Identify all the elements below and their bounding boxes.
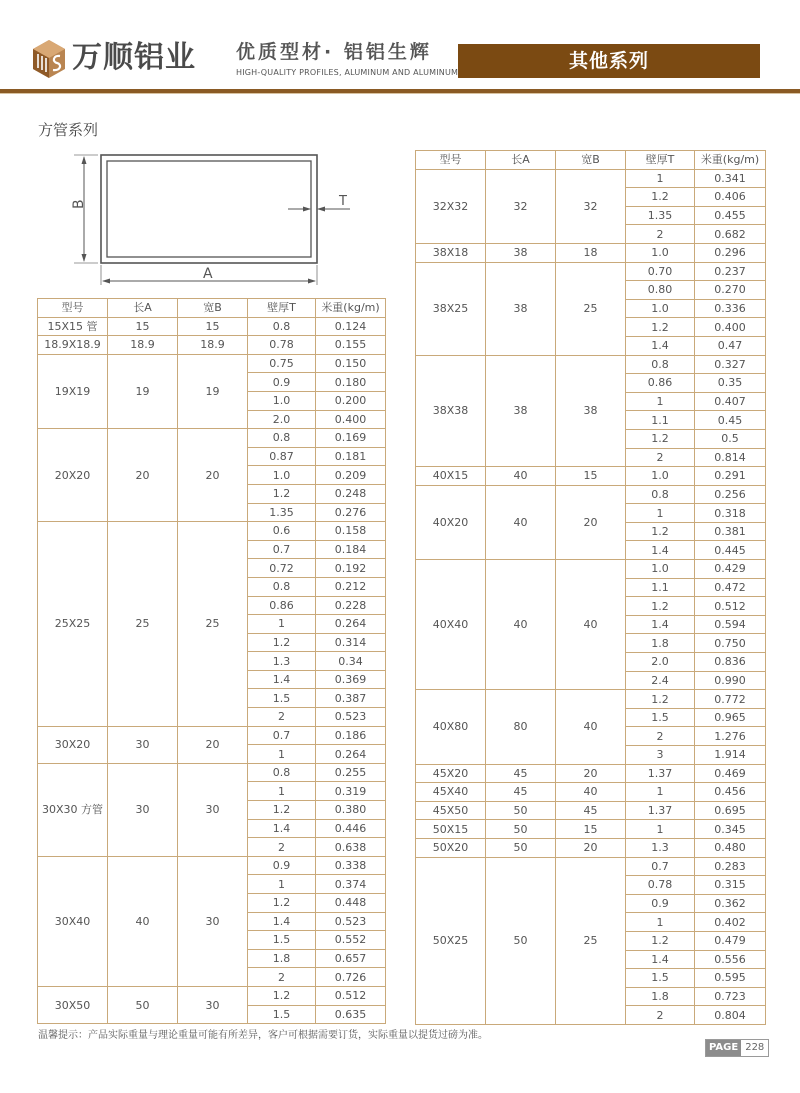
label-b: B	[71, 199, 87, 209]
length-a-cell: 20	[108, 429, 178, 522]
weight-cell: 0.47	[695, 336, 766, 355]
length-a-cell: 30	[108, 763, 178, 856]
thickness-cell: 1.0	[626, 467, 695, 486]
square-tube-diagram	[60, 145, 360, 285]
model-cell: 30X50	[38, 986, 108, 1023]
thickness-cell: 1.5	[248, 1005, 316, 1024]
thickness-cell: 2.0	[248, 410, 316, 429]
col-width-b: 宽B	[556, 151, 626, 170]
table-row	[416, 801, 766, 820]
model-cell: 20X20	[38, 429, 108, 522]
length-a-cell: 38	[486, 355, 556, 467]
thickness-cell: 1.4	[248, 819, 316, 838]
width-b-cell: 20	[178, 429, 248, 522]
thickness-cell: 2.0	[626, 653, 695, 672]
thickness-cell: 1.2	[626, 188, 695, 207]
weight-cell: 0.446	[316, 819, 386, 838]
page-header	[0, 0, 800, 95]
weight-cell: 0.445	[695, 541, 766, 560]
weight-cell: 0.407	[695, 392, 766, 411]
weight-cell: 0.264	[316, 745, 386, 764]
weight-cell: 0.180	[316, 373, 386, 392]
weight-cell: 0.169	[316, 429, 386, 448]
thickness-cell: 2	[626, 727, 695, 746]
thickness-cell: 1.1	[626, 411, 695, 430]
table-row	[416, 355, 766, 374]
thickness-cell: 1	[626, 392, 695, 411]
weight-cell: 0.314	[316, 633, 386, 652]
weight-cell: 0.455	[695, 206, 766, 225]
thickness-cell: 1.3	[626, 838, 695, 857]
footer-note: 温馨提示：产品实际重量与理论重量可能有所差异，客户可根据需要订货，实际重量以提货过磅为准。	[38, 1030, 488, 1041]
width-b-cell: 20	[178, 726, 248, 763]
weight-cell: 0.184	[316, 540, 386, 559]
thickness-cell: 2	[626, 225, 695, 244]
weight-cell: 0.657	[316, 949, 386, 968]
table-row	[416, 485, 766, 504]
length-a-cell: 50	[108, 986, 178, 1023]
length-a-cell: 30	[108, 726, 178, 763]
weight-cell: 0.255	[316, 763, 386, 782]
weight-cell: 1.276	[695, 727, 766, 746]
thickness-cell: 0.78	[248, 336, 316, 355]
length-a-cell: 40	[108, 856, 178, 986]
weight-cell: 0.318	[695, 504, 766, 523]
table-row	[416, 838, 766, 857]
table-row	[416, 262, 766, 281]
width-b-cell: 18.9	[178, 336, 248, 355]
length-a-cell: 40	[486, 485, 556, 559]
thickness-cell: 2	[248, 838, 316, 857]
model-cell: 40X15	[416, 467, 486, 486]
thickness-cell: 0.8	[248, 429, 316, 448]
length-a-cell: 40	[486, 560, 556, 690]
thickness-cell: 1	[248, 615, 316, 634]
thickness-cell: 1.5	[248, 931, 316, 950]
thickness-cell: 2.4	[626, 671, 695, 690]
table-header-row	[38, 299, 386, 318]
weight-cell: 0.726	[316, 968, 386, 987]
weight-cell: 0.327	[695, 355, 766, 374]
weight-cell: 0.192	[316, 559, 386, 578]
thickness-cell: 0.86	[248, 596, 316, 615]
thickness-cell: 1.0	[248, 391, 316, 410]
model-cell: 38X25	[416, 262, 486, 355]
table-row	[38, 726, 386, 745]
page-label: PAGE	[706, 1040, 741, 1056]
width-b-cell: 45	[556, 801, 626, 820]
thickness-cell: 0.8	[248, 763, 316, 782]
width-b-cell: 18	[556, 243, 626, 262]
weight-cell: 0.283	[695, 857, 766, 876]
slogan: 优质型材· 铝铝生辉	[236, 41, 432, 63]
weight-cell: 0.429	[695, 560, 766, 579]
model-cell: 18.9X18.9	[38, 336, 108, 355]
thickness-cell: 1.2	[626, 429, 695, 448]
thickness-cell: 1.8	[248, 949, 316, 968]
weight-cell: 0.472	[695, 578, 766, 597]
weight-cell: 0.341	[695, 169, 766, 188]
table-row	[416, 764, 766, 783]
table-row	[416, 560, 766, 579]
thickness-cell: 0.8	[248, 577, 316, 596]
thickness-cell: 1.4	[248, 912, 316, 931]
table-row	[38, 856, 386, 875]
width-b-cell: 30	[178, 763, 248, 856]
table-row	[416, 467, 766, 486]
weight-cell: 0.387	[316, 689, 386, 708]
weight-cell: 0.200	[316, 391, 386, 410]
thickness-cell: 1.35	[248, 503, 316, 522]
thickness-cell: 0.9	[248, 856, 316, 875]
model-cell: 25X25	[38, 522, 108, 727]
col-weight: 米重(kg/m)	[695, 151, 766, 170]
model-cell: 30X20	[38, 726, 108, 763]
thickness-cell: 2	[248, 968, 316, 987]
weight-cell: 0.228	[316, 596, 386, 615]
width-b-cell: 20	[556, 485, 626, 559]
spec-table-left	[37, 298, 386, 1024]
weight-cell: 0.635	[316, 1005, 386, 1024]
col-length-a: 长A	[486, 151, 556, 170]
length-a-cell: 19	[108, 354, 178, 428]
weight-cell: 0.381	[695, 522, 766, 541]
thickness-cell: 2	[626, 448, 695, 467]
weight-cell: 0.990	[695, 671, 766, 690]
thickness-cell: 1	[248, 745, 316, 764]
weight-cell: 0.345	[695, 820, 766, 839]
thickness-cell: 1	[248, 782, 316, 801]
model-cell: 50X20	[416, 838, 486, 857]
slogan-en: HIGH-QUALITY PROFILES, ALUMINUM AND ALUMINUM	[236, 68, 459, 77]
header-rule-light	[0, 93, 800, 94]
weight-cell: 0.772	[695, 690, 766, 709]
thickness-cell: 1.4	[626, 950, 695, 969]
col-width-b: 宽B	[178, 299, 248, 318]
weight-cell: 1.914	[695, 746, 766, 765]
weight-cell: 0.480	[695, 838, 766, 857]
weight-cell: 0.380	[316, 801, 386, 820]
weight-cell: 0.124	[316, 317, 386, 336]
thickness-cell: 1.2	[248, 484, 316, 503]
brand-name: 万顺铝业	[72, 40, 196, 75]
table-row	[416, 857, 766, 876]
thickness-cell: 0.86	[626, 374, 695, 393]
width-b-cell: 15	[556, 467, 626, 486]
thickness-cell: 1	[626, 913, 695, 932]
thickness-cell: 0.7	[248, 726, 316, 745]
thickness-cell: 1.2	[626, 931, 695, 950]
spec-table-right	[415, 150, 766, 1025]
page-badge	[705, 1039, 769, 1057]
weight-cell: 0.682	[695, 225, 766, 244]
model-cell: 38X18	[416, 243, 486, 262]
table-row	[38, 763, 386, 782]
model-cell: 45X50	[416, 801, 486, 820]
model-cell: 38X38	[416, 355, 486, 467]
model-cell: 15X15 管	[38, 317, 108, 336]
weight-cell: 0.248	[316, 484, 386, 503]
col-thickness-t: 壁厚T	[248, 299, 316, 318]
weight-cell: 0.186	[316, 726, 386, 745]
table-row	[416, 820, 766, 839]
weight-cell: 0.181	[316, 447, 386, 466]
model-cell: 19X19	[38, 354, 108, 428]
weight-cell: 0.512	[695, 597, 766, 616]
length-a-cell: 50	[486, 820, 556, 839]
length-a-cell: 80	[486, 690, 556, 764]
thickness-cell: 1.5	[248, 689, 316, 708]
model-cell: 30X40	[38, 856, 108, 986]
thickness-cell: 2	[626, 1006, 695, 1025]
length-a-cell: 32	[486, 169, 556, 243]
table-row	[38, 354, 386, 373]
thickness-cell: 1.0	[626, 299, 695, 318]
thickness-cell: 1.2	[248, 633, 316, 652]
width-b-cell: 15	[178, 317, 248, 336]
thickness-cell: 0.80	[626, 281, 695, 300]
thickness-cell: 1.5	[626, 969, 695, 988]
width-b-cell: 40	[556, 690, 626, 764]
thickness-cell: 1.2	[248, 986, 316, 1005]
thickness-cell: 1.2	[248, 801, 316, 820]
table-header-row	[416, 151, 766, 170]
width-b-cell: 25	[556, 262, 626, 355]
width-b-cell: 25	[556, 857, 626, 1024]
thickness-cell: 0.9	[626, 894, 695, 913]
thickness-cell: 1.35	[626, 206, 695, 225]
model-cell: 40X20	[416, 485, 486, 559]
weight-cell: 0.369	[316, 670, 386, 689]
thickness-cell: 1	[626, 169, 695, 188]
label-a: A	[203, 266, 213, 282]
thickness-cell: 1.0	[626, 560, 695, 579]
weight-cell: 0.723	[695, 987, 766, 1006]
thickness-cell: 0.75	[248, 354, 316, 373]
col-thickness-t: 壁厚T	[626, 151, 695, 170]
weight-cell: 0.479	[695, 931, 766, 950]
thickness-cell: 1.4	[248, 670, 316, 689]
weight-cell: 0.594	[695, 615, 766, 634]
weight-cell: 0.448	[316, 894, 386, 913]
width-b-cell: 30	[178, 986, 248, 1023]
thickness-cell: 1.8	[626, 634, 695, 653]
weight-cell: 0.402	[695, 913, 766, 932]
width-b-cell: 38	[556, 355, 626, 467]
col-model: 型号	[38, 299, 108, 318]
thickness-cell: 2	[248, 708, 316, 727]
thickness-cell: 0.8	[626, 485, 695, 504]
length-a-cell: 18.9	[108, 336, 178, 355]
table-row	[416, 243, 766, 262]
thickness-cell: 1.2	[248, 894, 316, 913]
model-cell: 45X20	[416, 764, 486, 783]
length-a-cell: 45	[486, 783, 556, 802]
model-cell: 40X40	[416, 560, 486, 690]
weight-cell: 0.315	[695, 876, 766, 895]
section-title: 方管系列	[38, 121, 99, 139]
thickness-cell: 1.0	[626, 243, 695, 262]
table-row	[38, 336, 386, 355]
label-t: T	[339, 194, 347, 209]
table-row	[38, 429, 386, 448]
width-b-cell: 20	[556, 764, 626, 783]
thickness-cell: 1.1	[626, 578, 695, 597]
weight-cell: 0.374	[316, 875, 386, 894]
thickness-cell: 1.3	[248, 652, 316, 671]
length-a-cell: 38	[486, 262, 556, 355]
page-number: 228	[741, 1040, 768, 1056]
table-row	[38, 522, 386, 541]
length-a-cell: 15	[108, 317, 178, 336]
weight-cell: 0.338	[316, 856, 386, 875]
width-b-cell: 40	[556, 560, 626, 690]
col-model: 型号	[416, 151, 486, 170]
thickness-cell: 1.4	[626, 336, 695, 355]
weight-cell: 0.469	[695, 764, 766, 783]
weight-cell: 0.400	[316, 410, 386, 429]
thickness-cell: 1.4	[626, 541, 695, 560]
col-length-a: 长A	[108, 299, 178, 318]
weight-cell: 0.155	[316, 336, 386, 355]
weight-cell: 0.291	[695, 467, 766, 486]
thickness-cell: 1	[626, 820, 695, 839]
length-a-cell: 38	[486, 243, 556, 262]
thickness-cell: 1.2	[626, 690, 695, 709]
thickness-cell: 1.2	[626, 522, 695, 541]
thickness-cell: 1.5	[626, 708, 695, 727]
weight-cell: 0.512	[316, 986, 386, 1005]
weight-cell: 0.400	[695, 318, 766, 337]
weight-cell: 0.552	[316, 931, 386, 950]
table-row	[38, 317, 386, 336]
model-cell: 45X40	[416, 783, 486, 802]
model-cell: 30X30 方管	[38, 763, 108, 856]
thickness-cell: 0.8	[626, 355, 695, 374]
weight-cell: 0.836	[695, 653, 766, 672]
weight-cell: 0.319	[316, 782, 386, 801]
col-weight: 米重(kg/m)	[316, 299, 386, 318]
thickness-cell: 1.37	[626, 801, 695, 820]
thickness-cell: 1	[626, 783, 695, 802]
weight-cell: 0.406	[695, 188, 766, 207]
thickness-cell: 0.6	[248, 522, 316, 541]
weight-cell: 0.523	[316, 912, 386, 931]
weight-cell: 0.695	[695, 801, 766, 820]
model-cell: 32X32	[416, 169, 486, 243]
weight-cell: 0.35	[695, 374, 766, 393]
thickness-cell: 1.4	[626, 615, 695, 634]
weight-cell: 0.264	[316, 615, 386, 634]
model-cell: 40X80	[416, 690, 486, 764]
length-a-cell: 50	[486, 838, 556, 857]
length-a-cell: 50	[486, 857, 556, 1024]
width-b-cell: 32	[556, 169, 626, 243]
thickness-cell: 1	[626, 504, 695, 523]
weight-cell: 0.276	[316, 503, 386, 522]
thickness-cell: 1.37	[626, 764, 695, 783]
weight-cell: 0.523	[316, 708, 386, 727]
model-cell: 50X25	[416, 857, 486, 1024]
table-row	[416, 783, 766, 802]
thickness-cell: 0.9	[248, 373, 316, 392]
weight-cell: 0.556	[695, 950, 766, 969]
width-b-cell: 15	[556, 820, 626, 839]
length-a-cell: 50	[486, 801, 556, 820]
weight-cell: 0.336	[695, 299, 766, 318]
weight-cell: 0.804	[695, 1006, 766, 1025]
weight-cell: 0.638	[316, 838, 386, 857]
table-row	[416, 690, 766, 709]
weight-cell: 0.456	[695, 783, 766, 802]
weight-cell: 0.595	[695, 969, 766, 988]
width-b-cell: 30	[178, 856, 248, 986]
weight-cell: 0.150	[316, 354, 386, 373]
table-row	[416, 169, 766, 188]
width-b-cell: 20	[556, 838, 626, 857]
thickness-cell: 1.0	[248, 466, 316, 485]
weight-cell: 0.158	[316, 522, 386, 541]
length-a-cell: 45	[486, 764, 556, 783]
weight-cell: 0.362	[695, 894, 766, 913]
thickness-cell: 0.7	[248, 540, 316, 559]
weight-cell: 0.814	[695, 448, 766, 467]
width-b-cell: 25	[178, 522, 248, 727]
thickness-cell: 0.72	[248, 559, 316, 578]
thickness-cell: 1.2	[626, 597, 695, 616]
thickness-cell: 1	[248, 875, 316, 894]
thickness-cell: 0.87	[248, 447, 316, 466]
brand-logo-icon	[33, 40, 65, 78]
model-cell: 50X15	[416, 820, 486, 839]
width-b-cell: 19	[178, 354, 248, 428]
weight-cell: 0.256	[695, 485, 766, 504]
weight-cell: 0.296	[695, 243, 766, 262]
weight-cell: 0.237	[695, 262, 766, 281]
thickness-cell: 1.8	[626, 987, 695, 1006]
length-a-cell: 25	[108, 522, 178, 727]
weight-cell: 0.270	[695, 281, 766, 300]
thickness-cell: 0.8	[248, 317, 316, 336]
weight-cell: 0.34	[316, 652, 386, 671]
weight-cell: 0.212	[316, 577, 386, 596]
length-a-cell: 40	[486, 467, 556, 486]
thickness-cell: 0.78	[626, 876, 695, 895]
series-banner: 其他系列	[458, 44, 760, 78]
thickness-cell: 3	[626, 746, 695, 765]
weight-cell: 0.5	[695, 429, 766, 448]
thickness-cell: 0.70	[626, 262, 695, 281]
weight-cell: 0.750	[695, 634, 766, 653]
width-b-cell: 40	[556, 783, 626, 802]
thickness-cell: 0.7	[626, 857, 695, 876]
thickness-cell: 1.2	[626, 318, 695, 337]
weight-cell: 0.965	[695, 708, 766, 727]
table-row	[38, 986, 386, 1005]
weight-cell: 0.209	[316, 466, 386, 485]
weight-cell: 0.45	[695, 411, 766, 430]
